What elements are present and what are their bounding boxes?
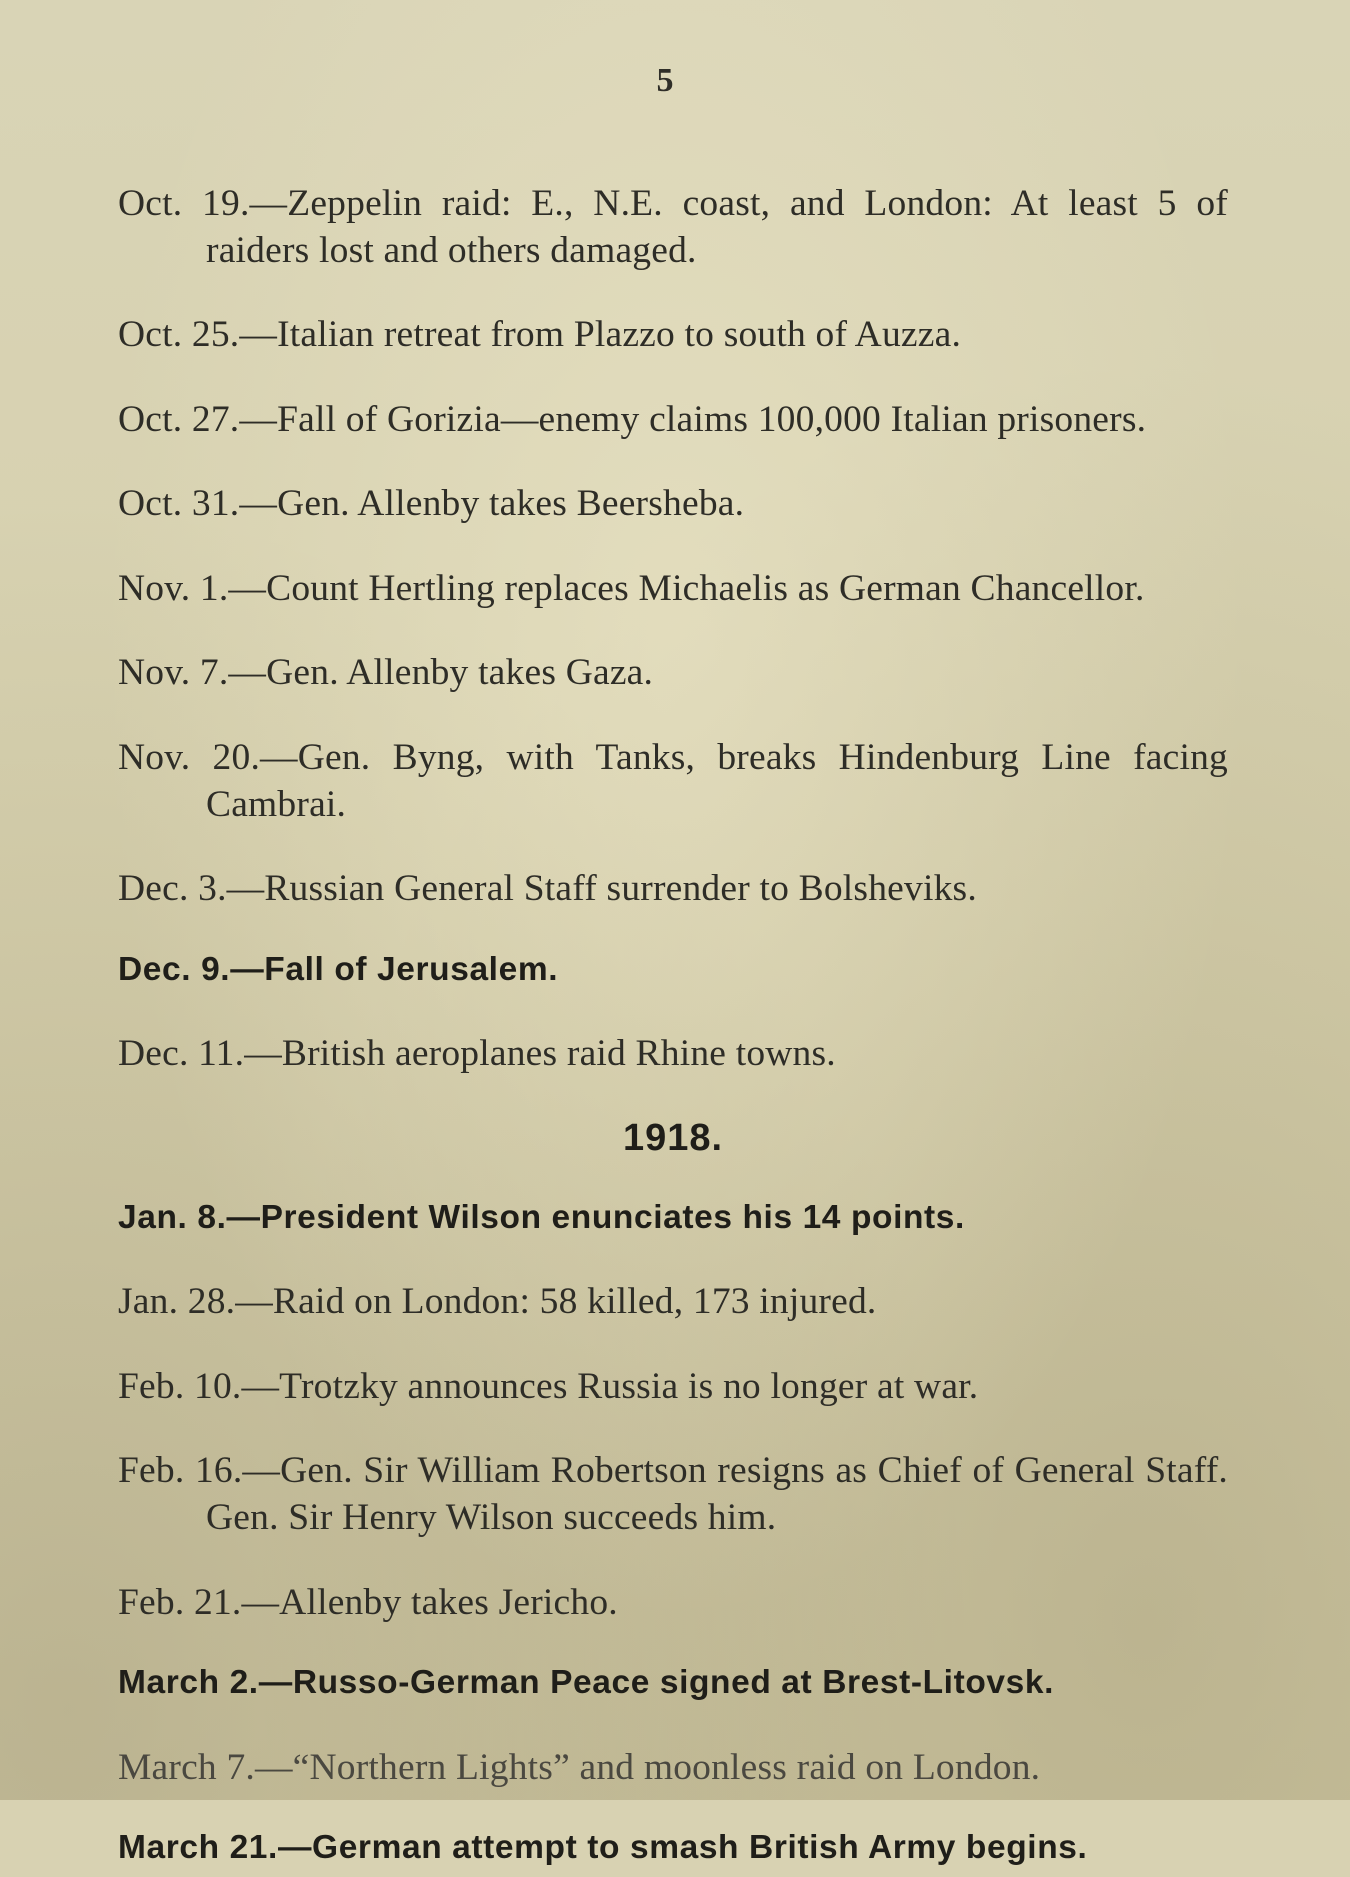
entry-1918-feb-16: Feb. 16.—Gen. Sir William Robertson resigns as Chief of General Staff. Gen. Sir Henry Wilson succeeds him. [118, 1450, 1228, 1538]
entry-1918-jan-28: Jan. 28.—Raid on London: 58 killed, 173 injured. [118, 1281, 877, 1322]
year-heading: 1918. [622, 1117, 724, 1159]
chronology [118, 142, 1228, 1877]
entry-1917-dec-11: Dec. 11.—British aeroplanes raid Rhine towns. [118, 1033, 836, 1074]
entry-1918-feb-10: Feb. 10.—Trotzky announces Russia is no longer at war. [118, 1365, 979, 1407]
entry-1918-march-21: March 21.—German attempt to smash British Army begins. [118, 1829, 1088, 1866]
entry-1918-jan-8: Jan. 8.—President Wilson enunciates his 14 points. [118, 1198, 965, 1236]
entries-1917 [118, 180, 1228, 1078]
entry-1917-oct-31: Oct. 31.—Gen. Allenby takes Beersheba. [118, 483, 745, 524]
entry-1917-nov-1: Nov. 1.—Count Hertling replaces Michaelis as German Chancellor. [118, 567, 1145, 609]
entry-1917-oct-19: Oct. 19.—Zeppelin raid: E., N.E. coast, and London: At least 5 of raiders lost and others damaged. [118, 182, 1228, 271]
entry-1918-feb-21: Feb. 21.—Allenby takes Jericho. [118, 1581, 618, 1623]
entry-1917-oct-25: Oct. 25.—Italian retreat from Plazzo to south of Auzza. [118, 314, 962, 355]
entry-1917-nov-7: Nov. 7.—Gen. Allenby takes Gaza. [118, 652, 654, 693]
entries-1918 [118, 1194, 1228, 1872]
page-number: 5 [656, 62, 674, 99]
entry-1918-march-2: March 2.—Russo-German Peace signed at Brest-Litovsk. [118, 1664, 1054, 1701]
entry-1917-dec-9: Dec. 9.—Fall of Jerusalem. [118, 950, 559, 988]
entry-1918-march-7: March 7.—“Northern Lights” and moonless raid on London. [118, 1746, 1041, 1788]
entry-1917-oct-27: Oct. 27.—Fall of Gorizia—enemy claims 100,000 Italian prisoners. [118, 398, 1147, 440]
entry-1917-dec-3: Dec. 3.—Russian General Staff surrender to Bolsheviks. [118, 868, 977, 909]
entry-1917-nov-20: Nov. 20.—Gen. Byng, with Tanks, breaks Hindenburg Line facing Cambrai. [118, 736, 1228, 825]
